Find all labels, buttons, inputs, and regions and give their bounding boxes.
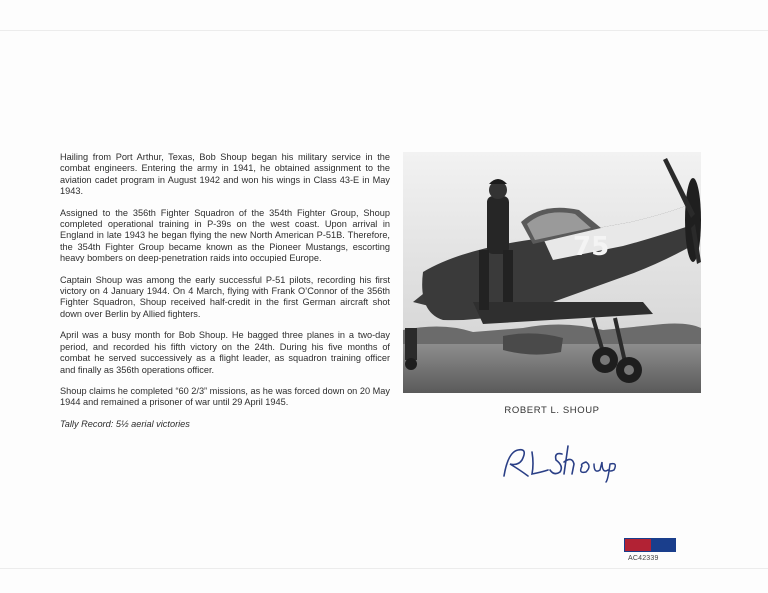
pilot-aircraft-photo [403, 152, 701, 393]
page-edge-bottom [0, 568, 768, 569]
biography-text [60, 152, 390, 440]
page-edge-top [0, 30, 768, 31]
autograph-signature [498, 440, 618, 484]
signature-drawing [498, 440, 618, 484]
photo-illustration [403, 152, 701, 393]
bio-paragraph-3: Captain Shoup was among the early successful P-51 pilots, recording his first victory on 4 January 1944. On 4 March, flying with Frank O’Connor of the 356th Fighter Squadron, Shoup received half-credit in the first German aircraft shot down over Berlin by Allied fighters. [60, 274, 390, 319]
bio-paragraph-5: Shoup claims he completed “60 2/3” missions, as he was forced down on 20 May 1944 and remained a prisoner of war until 29 April 1945. [60, 385, 390, 408]
bio-paragraph-1: Hailing from Port Arthur, Texas, Bob Shoup began his military service in the combat engineers. Entering the army in 1941, he obtained assignment to the aviation cadet program in August 1942 and won his wings in Class 43-E in May 1943. [60, 152, 390, 197]
psa-dna-logo [624, 538, 676, 552]
photo-caption: ROBERT L. SHOUP [504, 405, 600, 416]
psa-logo-blue-block [651, 539, 675, 551]
bio-paragraph-2: Assigned to the 356th Fighter Squadron of the 354th Fighter Group, Shoup completed operational training in P-39s on the west coast. Upon arrival in England in late 1943 he began flying the new North American P-51B. Therefore, the 354th Fighter Group became known as the Pioneer Mustangs, escorting heavy bombers on deep-penetration raids into occupied Europe. [60, 207, 390, 264]
tally-record: Tally Record: 5½ aerial victories [60, 418, 190, 429]
psa-logo-red-block [625, 539, 651, 551]
bio-paragraph-4: April was a busy month for Bob Shoup. He bagged three planes in a two-day period, and recorded his fifth victory on the 24th. During his five months of combat he served successively as a flight leader, as squadron training officer and finally as 356th operations officer. [60, 330, 390, 375]
aircraft-number: 75 [573, 232, 610, 262]
authentication-cert-id: AC42339 [628, 555, 659, 562]
